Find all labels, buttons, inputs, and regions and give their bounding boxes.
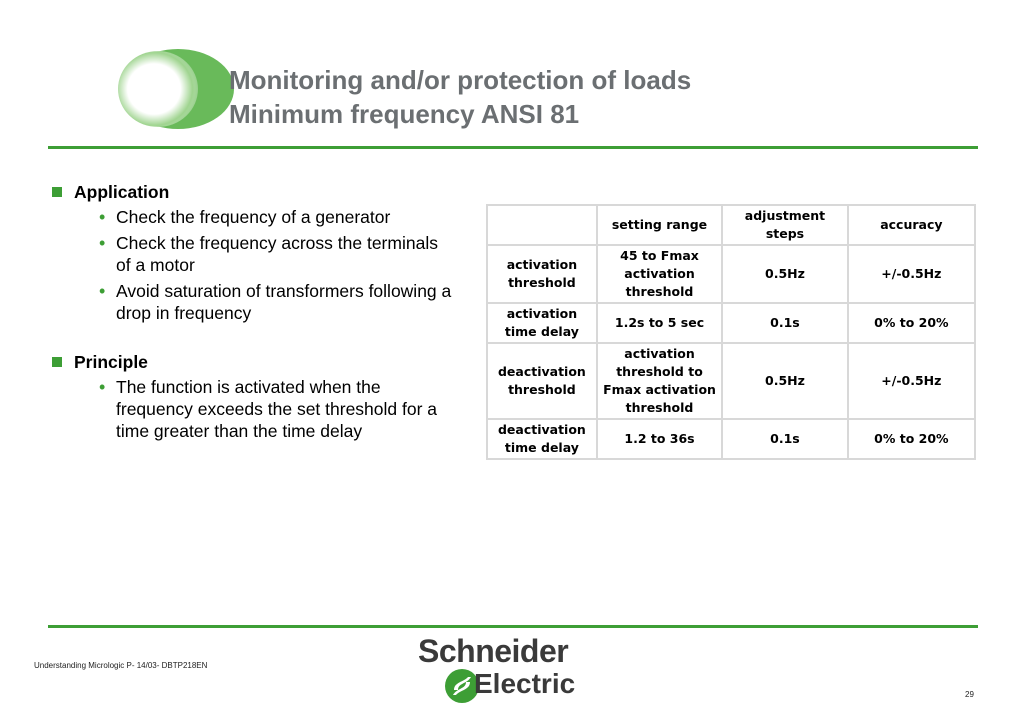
column-header: adjustment steps — [722, 205, 848, 245]
square-bullet-icon — [52, 357, 62, 367]
list-item: • The function is activated when the frequency exceeds the set threshold for a time greater than the time delay — [99, 377, 438, 441]
table-cell: 1.2s to 5 sec — [597, 303, 722, 343]
title-line-2: Minimum frequency ANSI 81 — [229, 99, 580, 129]
settings-table — [486, 204, 976, 460]
brand-name-line2: Electric — [474, 668, 576, 699]
table-cell: +/-0.5Hz — [848, 343, 975, 419]
bullet-dot-icon: • — [99, 233, 106, 253]
bullet-dot-icon: • — [99, 377, 106, 397]
column-header — [487, 205, 597, 245]
title-line-1: Monitoring and/or protection of loads — [229, 65, 692, 95]
section-heading-principle: Principle — [52, 350, 452, 374]
table-cell: 0.1s — [722, 419, 848, 459]
table-cell: activation time delay — [487, 303, 597, 343]
top-divider — [48, 146, 978, 149]
list-item: • Check the frequency of a generator — [99, 207, 391, 227]
table-header-row — [487, 205, 975, 245]
square-bullet-icon — [52, 187, 62, 197]
table-cell: 0.5Hz — [722, 245, 848, 303]
list-item: • Avoid saturation of transformers following a drop in frequency — [99, 281, 452, 323]
application-list — [99, 206, 452, 324]
table-cell: deactivation threshold — [487, 343, 597, 419]
schneider-electric-logo — [418, 632, 588, 706]
document-reference: Understanding Micrologic P- 14/03- DBTP218EN — [34, 661, 208, 670]
page-title — [229, 63, 691, 131]
column-header: accuracy — [848, 205, 975, 245]
table-cell: 1.2 to 36s — [597, 419, 722, 459]
page-number: 29 — [965, 690, 974, 699]
decorative-green-orb — [112, 48, 234, 130]
list-item: • Check the frequency across the terminals of a motor — [99, 233, 438, 275]
table-cell: 0.5Hz — [722, 343, 848, 419]
principle-list — [99, 376, 452, 442]
table-row — [487, 245, 975, 303]
bottom-divider — [48, 625, 978, 628]
brand-name-line1: Schneider — [418, 633, 569, 669]
table-cell: +/-0.5Hz — [848, 245, 975, 303]
table-cell: 0.1s — [722, 303, 848, 343]
bullet-dot-icon: • — [99, 207, 106, 227]
table-cell: activation threshold — [487, 245, 597, 303]
table-cell: activation threshold to Fmax activation threshold — [597, 343, 722, 419]
table-cell: deactivation time delay — [487, 419, 597, 459]
column-header: setting range — [597, 205, 722, 245]
table-cell: 0% to 20% — [848, 419, 975, 459]
content-column — [52, 180, 452, 446]
section-heading-application: Application — [52, 180, 452, 204]
table-row — [487, 419, 975, 459]
table-cell: 45 to Fmax activation threshold — [597, 245, 722, 303]
bullet-dot-icon: • — [99, 281, 106, 301]
table-row — [487, 343, 975, 419]
table-row — [487, 303, 975, 343]
table-cell: 0% to 20% — [848, 303, 975, 343]
